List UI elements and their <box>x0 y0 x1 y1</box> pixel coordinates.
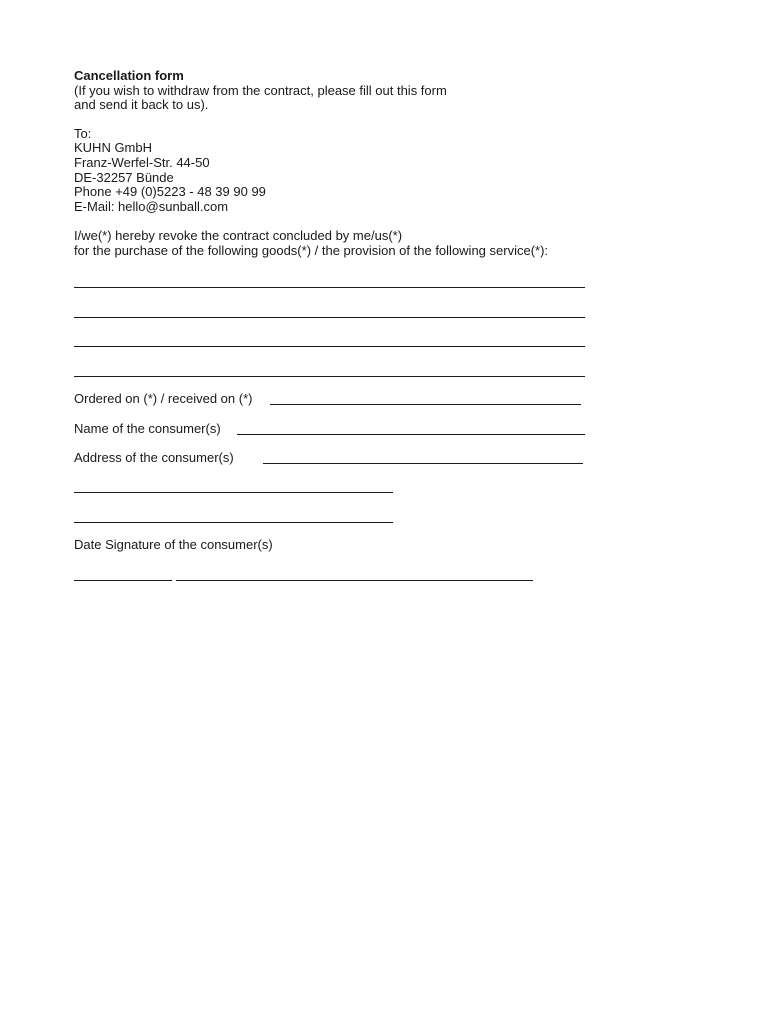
ordered-label: Ordered on (*) / received on (*) <box>74 391 253 406</box>
goods-line-2[interactable] <box>74 317 585 318</box>
name-line[interactable] <box>237 434 585 435</box>
intro-line-1: (If you wish to withdraw from the contract, please fill out this form <box>74 82 447 98</box>
revoke-line-2: for the purchase of the following goods(*) / the provision of the following service(*): <box>74 242 549 258</box>
form-title: Cancellation form <box>74 68 184 83</box>
to-label: To: <box>74 125 92 141</box>
address-label: Address of the consumer(s) <box>74 450 234 465</box>
company-city: DE-32257 Bünde <box>74 169 174 185</box>
signature-line[interactable] <box>176 580 533 581</box>
company-email: E-Mail: hello@sunball.com <box>74 198 229 214</box>
ordered-line[interactable] <box>270 404 581 405</box>
cancellation-form <box>74 69 714 259</box>
address-line-1[interactable] <box>263 463 583 464</box>
goods-line-1[interactable] <box>74 287 585 288</box>
signature-label: Date Signature of the consumer(s) <box>74 537 273 552</box>
address-line-3[interactable] <box>74 522 393 523</box>
date-line[interactable] <box>74 580 172 581</box>
name-label: Name of the consumer(s) <box>74 421 221 436</box>
revoke-line-1: I/we(*) hereby revoke the contract concluded by me/us(*) <box>74 228 403 244</box>
intro-line-2: and send it back to us). <box>74 97 209 113</box>
company-phone: Phone +49 (0)5223 - 48 39 90 99 <box>74 184 266 200</box>
address-line-2[interactable] <box>74 492 393 493</box>
company-street: Franz-Werfel-Str. 44-50 <box>74 154 210 170</box>
company-name: KUHN GmbH <box>74 140 153 156</box>
goods-line-3[interactable] <box>74 346 585 347</box>
goods-line-4[interactable] <box>74 376 585 377</box>
